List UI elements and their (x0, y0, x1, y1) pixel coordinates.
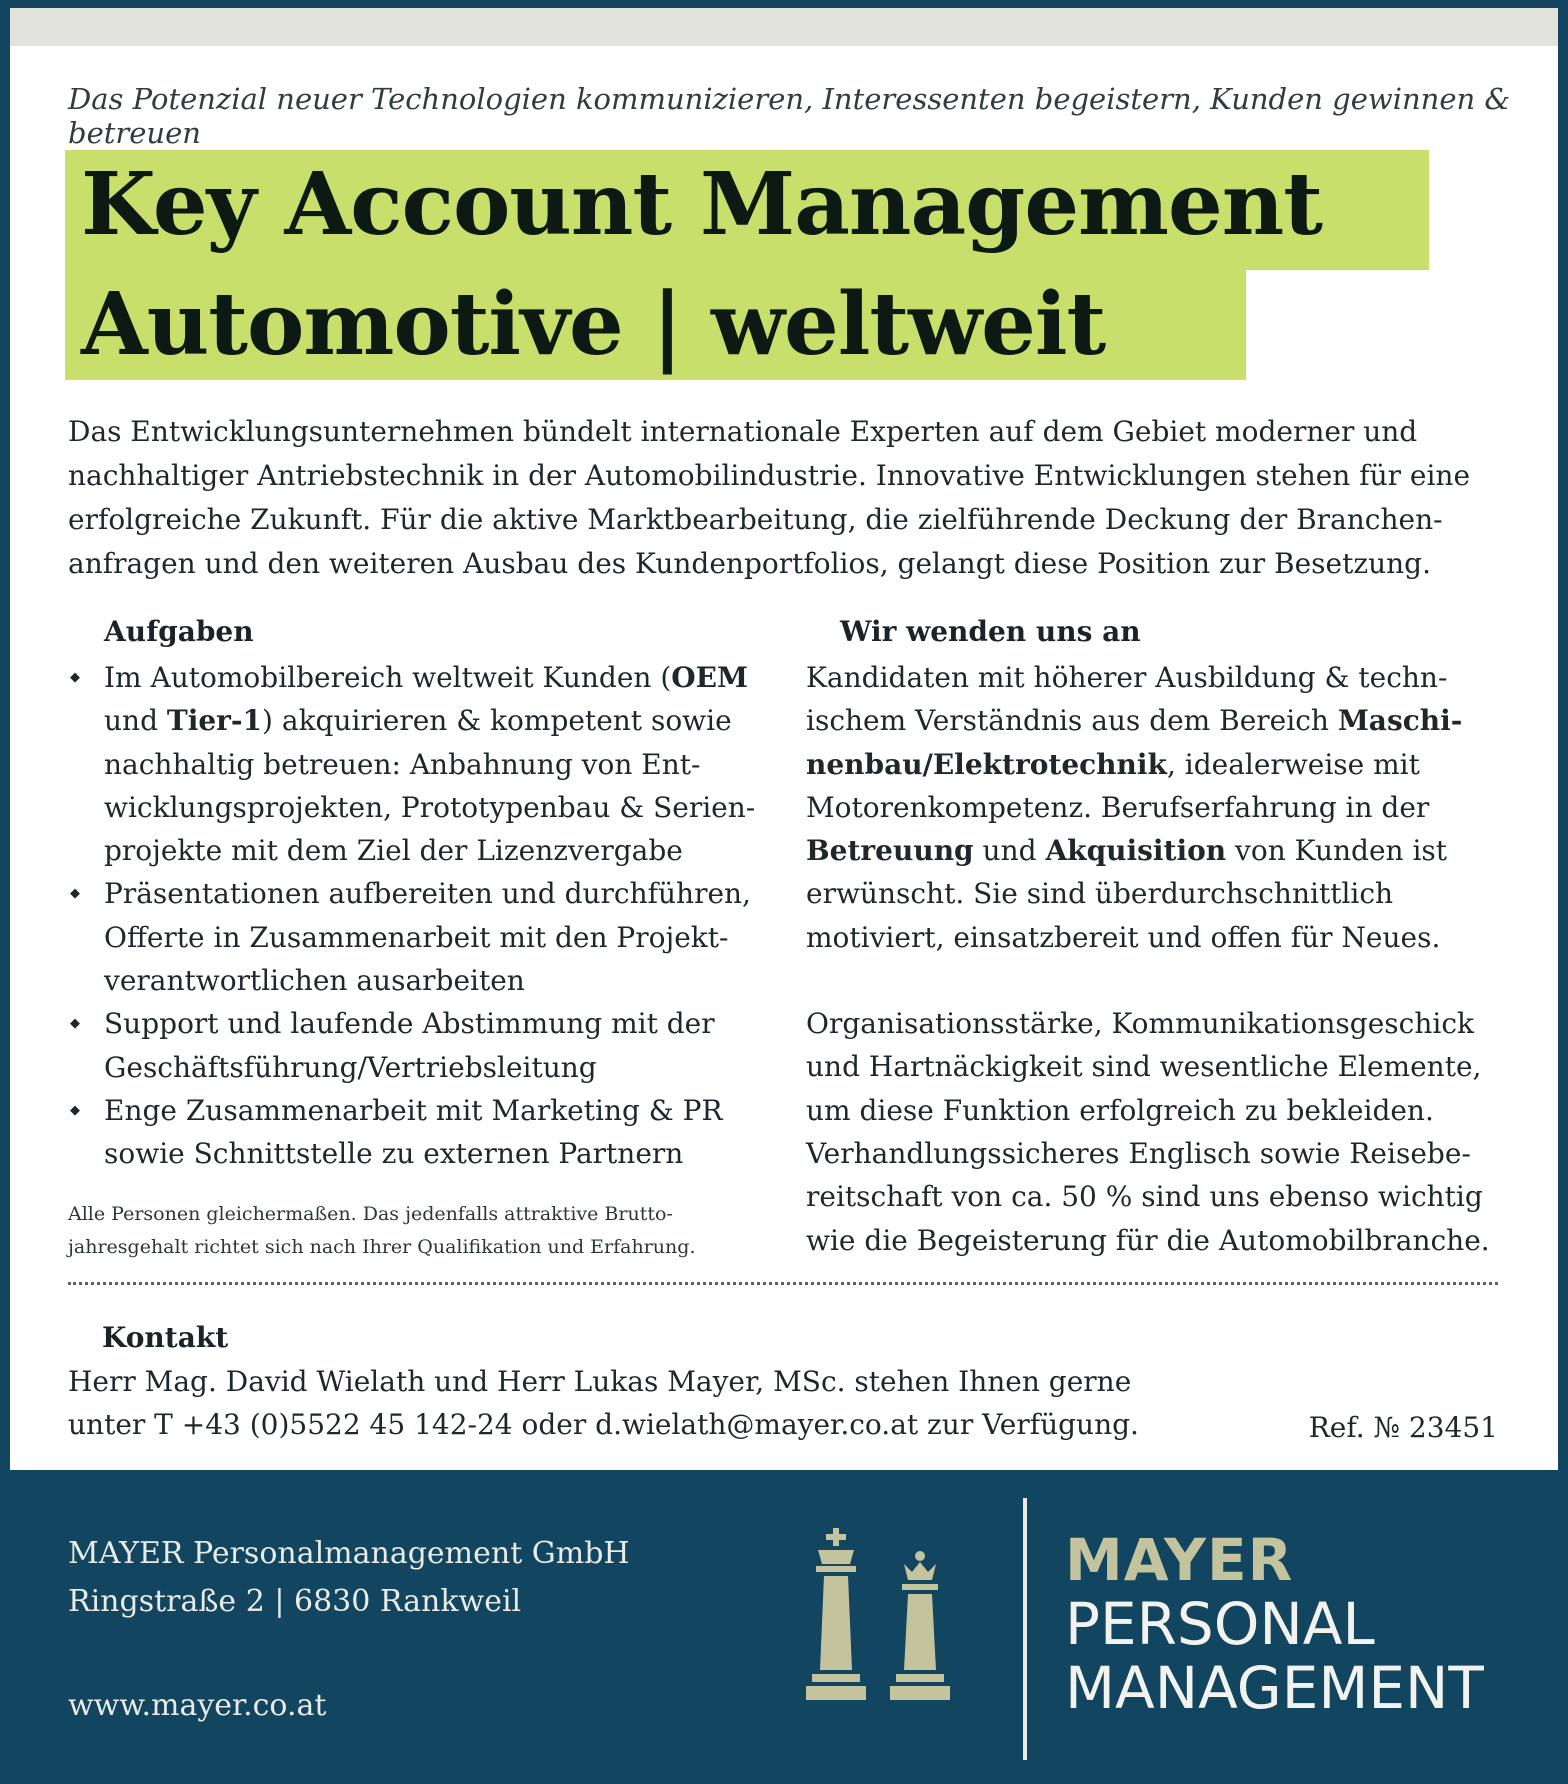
salary-note (68, 1198, 768, 1264)
dotted-divider (68, 1282, 1498, 1285)
text: ) akquirieren & kompetent sowie (262, 704, 732, 738)
contact-heading: Kontakt (102, 1321, 229, 1354)
tasks-heading: Aufgaben (104, 615, 254, 648)
tasks-list (68, 656, 768, 1176)
profile-column (806, 612, 1526, 1262)
intro-line: Das Entwicklungsunternehmen bündelt internationale Experten auf dem Gebiet moderner und (68, 415, 1418, 448)
contact-text (68, 1360, 1498, 1446)
company-address (68, 1530, 630, 1626)
profile-line: motiviert, einsatzbereit und offen für Neues. (806, 920, 1441, 954)
profile-line: um diese Funktion erfolgreich zu bekleiden. (806, 1093, 1434, 1127)
profile-line: wie die Begeisterung für die Automobilbranche. (806, 1223, 1490, 1257)
company-street: Ringstraße 2 | 6830 Rankweil (68, 1584, 522, 1619)
logo-divider (1023, 1498, 1027, 1760)
chess-pieces-icon (800, 1520, 990, 1720)
bold-text: nenbau/Elektrotechnik (806, 747, 1167, 781)
profile-line: Verhandlungssicheres Englisch sowie Reisebe- (806, 1136, 1471, 1170)
text: ischem Verständnis aus dem Bereich (806, 704, 1338, 738)
logo-personal: PERSONAL (1065, 1590, 1375, 1658)
tasks-column (68, 612, 768, 1264)
company-logo (1065, 1528, 1484, 1720)
text: , idealerweise mit (1166, 747, 1420, 781)
task-item (68, 1002, 768, 1089)
task-line: ◆ Präsentationen aufbereiten und durchführen, (104, 877, 751, 911)
intro-line: anfragen und den weiteren Ausbau des Kundenportfolios, gelangt diese Position zur Besetzung. (68, 547, 1432, 580)
task-line: verantwortlichen ausarbeiten (104, 964, 525, 998)
reference-number: Ref. № 23451 (1308, 1411, 1498, 1444)
intro-paragraph (68, 410, 1508, 586)
text: Im Automobilbereich weltweit Kunden ( (104, 661, 672, 694)
bold-text: Akquisition (1045, 834, 1227, 868)
bold-text: OEM (671, 661, 748, 694)
profile-line: und Hartnäckigkeit sind wesentliche Elemente, (806, 1050, 1482, 1084)
task-line: sowie Schnittstelle zu externen Partnern (104, 1137, 684, 1171)
contact-section (68, 1318, 1498, 1446)
contact-line: Herr Mag. David Wielath und Herr Lukas Mayer, MSc. stehen Ihnen gerne (68, 1365, 1132, 1398)
intro-line: erfolgreiche Zukunft. Für die aktive Marktbearbeitung, die zielführende Deckung der Branchen- (68, 503, 1443, 536)
headline-line-1: Key Account Management (65, 150, 1429, 270)
task-line: Geschäftsführung/Vertriebsleitung (104, 1050, 597, 1084)
task-line: Offerte in Zusammenarbeit mit den Projekt- (104, 920, 729, 954)
profile-line: reitschaft von ca. 50 % sind uns ebenso wichtig (806, 1180, 1483, 1214)
text: von Kunden ist (1226, 834, 1448, 868)
profile-line: Motorenkompetenz. Berufserfahrung in der (806, 790, 1430, 824)
headline-line-2: Automotive | weltweit (65, 270, 1246, 380)
note-line: jahresgehalt richtet sich nach Ihrer Qualifikation und Erfahrung. (68, 1235, 696, 1258)
task-line: wicklungsprojekten, Prototypenbau & Serien- (104, 790, 756, 824)
contact-line: unter T +43 (0)5522 45 142-24 oder d.wielath@mayer.co.at zur Verfügung. (68, 1408, 1139, 1441)
profile-heading: Wir wenden uns an (840, 615, 1141, 648)
tagline: Das Potenzial neuer Technologien kommunizieren, Interessenten begeistern, Kunden gewinnen & betreuen (68, 82, 1511, 150)
task-line: nachhaltig betreuen: Anbahnung von Ent- (104, 747, 701, 781)
task-item (68, 1089, 768, 1176)
website-link[interactable]: www.mayer.co.at (68, 1688, 327, 1723)
intro-line: nachhaltiger Antriebstechnik in der Automobilindustrie. Innovative Entwicklungen stehen für eine (68, 459, 1471, 492)
task-line: ◆ Enge Zusammenarbeit mit Marketing & PR (104, 1093, 723, 1127)
text: und (104, 704, 167, 738)
note-line: Alle Personen gleichermaßen. Das jedenfalls attraktive Brutto- (68, 1202, 673, 1225)
profile-line: Organisationsstärke, Kommunikationsgeschick (806, 1007, 1474, 1041)
profile-paragraph-2 (806, 1002, 1526, 1262)
top-band (10, 8, 1558, 46)
profile-line: Kandidaten mit höherer Ausbildung & techn- (806, 661, 1448, 694)
task-item (68, 872, 768, 1002)
profile-line: erwünscht. Sie sind überdurchschnittlich (806, 877, 1394, 911)
logo-management: MANAGEMENT (1065, 1654, 1484, 1722)
profile-paragraph-1 (806, 656, 1526, 959)
bold-text: Tier-1 (166, 704, 263, 738)
bold-text: Maschi- (1337, 704, 1463, 738)
task-line: projekte mit dem Ziel der Lizenzvergabe (104, 834, 683, 868)
logo-mayer: MAYER (1065, 1526, 1294, 1594)
text: und (973, 834, 1046, 868)
company-name: MAYER Personalmanagement GmbH (68, 1536, 630, 1571)
task-item (68, 656, 768, 872)
bold-text: Betreuung (806, 834, 974, 868)
task-line: ◆ Support und laufende Abstimmung mit der (104, 1007, 715, 1041)
